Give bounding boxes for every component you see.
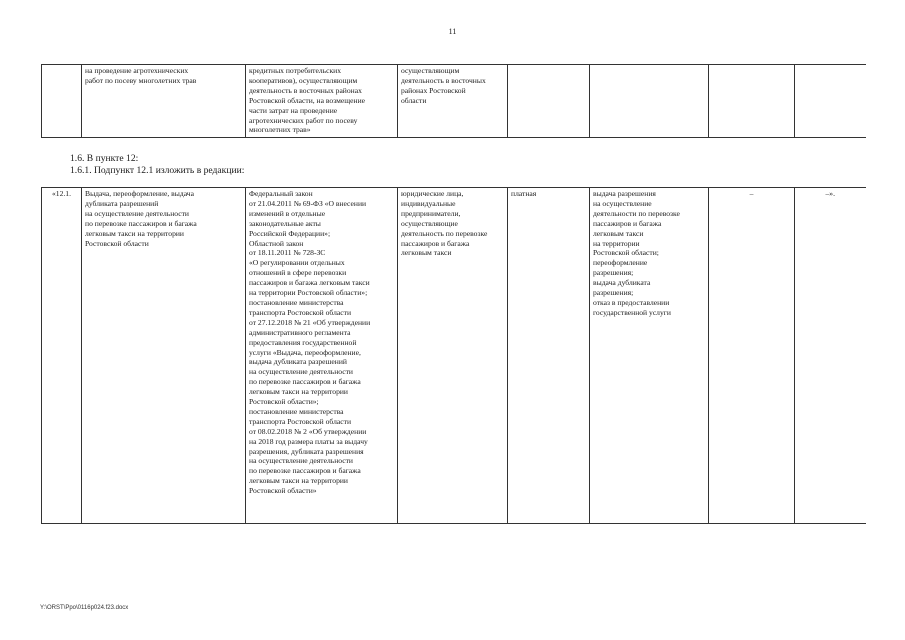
text-line: кооперативов), осуществляющим (249, 75, 358, 85)
text-line: на осуществление деятельности (249, 367, 353, 377)
table-cell (508, 65, 590, 138)
legal-basis-cell (246, 188, 398, 524)
table-cell (82, 65, 246, 138)
table-cell (709, 65, 795, 138)
text-line: выдача дубликата разрешений (249, 357, 347, 367)
text-line: легковым такси на территории (85, 228, 185, 238)
text-line: легковым такси на территории (249, 476, 349, 486)
text-line: осуществляющим (401, 66, 460, 75)
text-line: –». (825, 189, 835, 198)
table-cell (795, 65, 866, 138)
text-line: постановление министерства (249, 406, 344, 416)
text-line: на 2018 год размера платы за выдачу (249, 436, 368, 446)
result-cell (590, 188, 709, 524)
table-cell (590, 65, 709, 138)
text-line: выдача разрешения (593, 189, 656, 198)
text-line: транспорта Ростовской области (249, 307, 352, 317)
text-line: переоформление (593, 258, 648, 268)
text-line: постановление министерства (249, 297, 344, 307)
text-line: на осуществление (593, 198, 652, 208)
text-line: от 27.12.2018 № 21 «Об утверждении (249, 317, 371, 327)
text-line: от 08.02.2018 № 2 «Об утверждении (249, 426, 367, 436)
text-line: по перевозке пассажиров и багажа (85, 218, 197, 228)
dash-closing-cell (795, 188, 866, 524)
text-line: Ростовской области (85, 238, 149, 248)
text-line: пассажиров и багажа легковым такси (249, 278, 370, 288)
service-name-cell (82, 188, 246, 524)
text-line: от 21.04.2011 № 69-ФЗ «О внесении (249, 198, 367, 208)
text-line: – (749, 189, 754, 198)
table-cell (398, 65, 508, 138)
text-line: Выдача, переоформление, выдача (85, 189, 194, 198)
text-line: пассажиров и багажа (401, 238, 470, 248)
text-line: деятельность в восточных районах (249, 85, 362, 95)
text-line: на территории Ростовской области»; (249, 288, 368, 298)
text-line: «О регулировании отдельных (249, 258, 345, 268)
text-line: дубликата разрешений (85, 198, 159, 208)
text-line: на территории (593, 238, 640, 248)
text-line: услуги «Выдача, переоформление, (249, 347, 361, 357)
row-number (42, 188, 82, 524)
text-line: предприниматели, (401, 208, 461, 218)
text-line: области (401, 95, 427, 105)
text-line: пассажиров и багажа (593, 218, 662, 228)
text-line: деятельности по перевозке (593, 208, 680, 218)
text-line: платная (511, 189, 537, 198)
text-line: Ростовской области»; (249, 397, 319, 407)
text-line: на проведение агротехнических (85, 66, 189, 75)
text-line: отношений в сфере перевозки (249, 268, 347, 278)
text-line: Ростовской области, на возмещение (249, 95, 366, 105)
text-line: выдача дубликата (593, 278, 651, 288)
text-line: законодательные акты (249, 218, 321, 228)
text-line: многолетних трав» (249, 125, 311, 135)
text-line: по перевозке пассажиров и багажа (249, 377, 361, 387)
table-row (42, 188, 866, 524)
text-line: административного регламента (249, 327, 351, 337)
text-line: деятельность по перевозке (401, 228, 488, 238)
text-line: Федеральный закон (249, 189, 313, 198)
text-line: от 18.11.2011 № 728-ЗС (249, 248, 326, 258)
text-line: Областной закон (249, 238, 304, 248)
text-line: по перевозке пассажиров и багажа (249, 466, 361, 476)
payment-cell (508, 188, 590, 524)
text-line: отказ в предоставлении (593, 297, 670, 307)
text-line: легковым такси на территории (249, 387, 349, 397)
text-line: районах Ростовской (401, 85, 466, 95)
text-line: деятельность в восточных (401, 75, 486, 85)
text-line: на осуществление деятельности (249, 456, 353, 466)
text-line: юридические лица, (401, 189, 464, 198)
text-line: разрешения, дубликата разрешения (249, 446, 364, 456)
text-line: государственной услуги (593, 307, 671, 317)
page-number: 11 (448, 27, 457, 36)
top-table-fragment (41, 64, 866, 138)
text-line: транспорта Ростовской области (249, 416, 352, 426)
text-line: «12.1. (52, 189, 71, 198)
paragraph-1-6-1: 1.6.1. Подпункт 12.1 изложить в редакции: (70, 165, 245, 176)
text-line: легковым такси (593, 228, 644, 238)
paragraph-1-6: 1.6. В пункте 12: (70, 153, 139, 164)
table-row (42, 65, 866, 138)
text-line: части затрат на проведение (249, 105, 338, 115)
text-line: агротехнических работ по посеву (249, 115, 358, 125)
table-cell (246, 65, 398, 138)
text-line: разрешения; (593, 288, 634, 298)
text-line: Ростовской области; (593, 248, 659, 258)
text-line: Российской Федерации»; (249, 228, 331, 238)
text-line: легковым такси (401, 248, 452, 258)
dash-cell (709, 188, 795, 524)
applicants-cell (398, 188, 508, 524)
table-cell (42, 65, 82, 138)
text-line: разрешения; (593, 268, 634, 278)
text-line: изменений в отдельные (249, 208, 326, 218)
file-path-footer: Y:\ORST\Ppo\0116p024.f23.docx (40, 605, 129, 611)
text-line: кредитных потребительских (249, 66, 341, 75)
text-line: Ростовской области» (249, 486, 317, 496)
text-line: работ по посеву многолетних трав (85, 75, 197, 85)
text-line: на осуществление деятельности (85, 208, 189, 218)
text-line: предоставления государственной (249, 337, 357, 347)
subitem-12-1-table (41, 187, 866, 524)
text-line: осуществляющие (401, 218, 458, 228)
text-line: индивидуальные (401, 198, 456, 208)
